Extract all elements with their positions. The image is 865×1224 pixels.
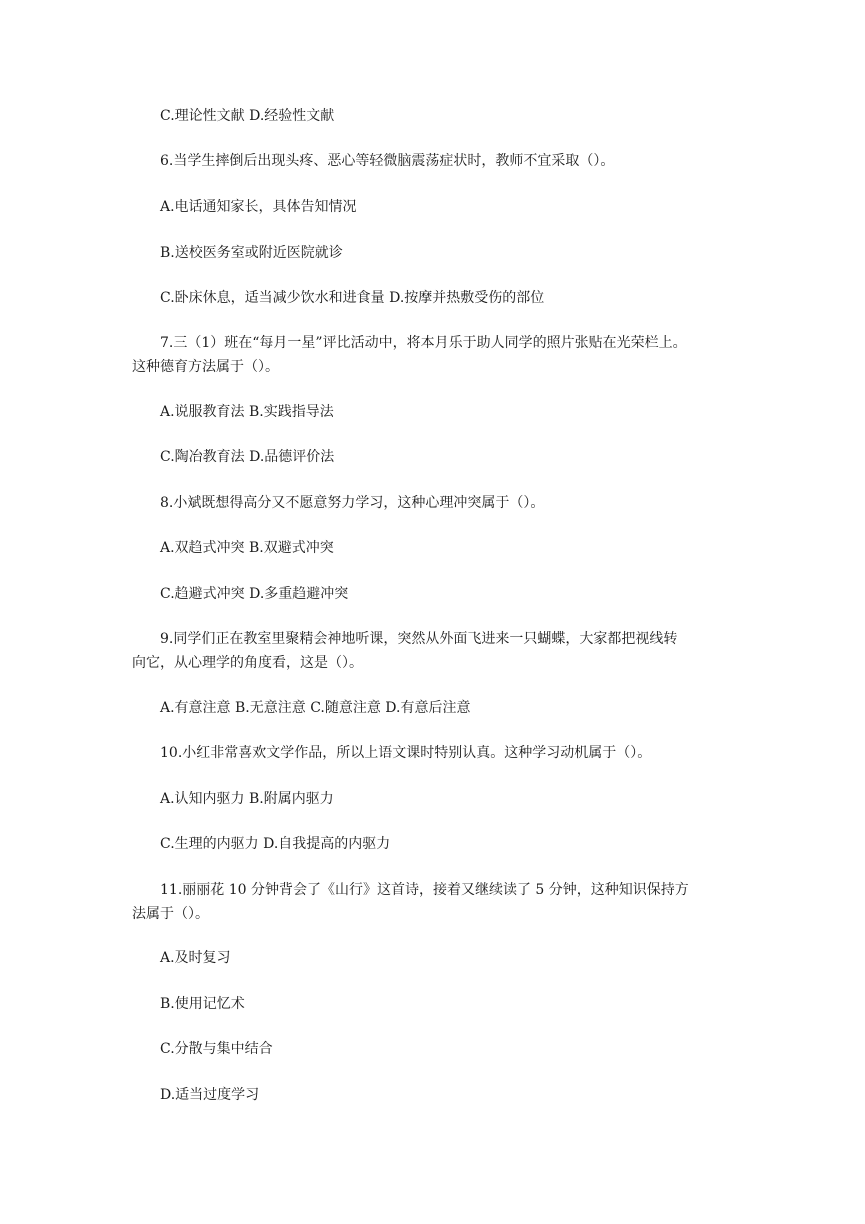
question-11-line-1: 11.丽丽花 10 分钟背会了《山行》这首诗，接着又继续读了 5 分钟，这种知识保持方 — [160, 882, 689, 898]
option-line: C.分散与集中结合 — [160, 1041, 273, 1057]
option-line: B.使用记忆术 — [160, 996, 245, 1012]
option-line: D.适当过度学习 — [160, 1087, 260, 1103]
question-10: 10.小红非常喜欢文学作品，所以上语文课时特别认真。这种学习动机属于（）。 — [160, 745, 652, 761]
question-9-line-1: 9.同学们正在教室里聚精会神地听课，突然从外面飞进来一只蝴蝶，大家都把视线转 — [160, 631, 678, 647]
option-line: A.双趋式冲突 B.双避式冲突 — [160, 540, 334, 556]
question-6: 6.当学生摔倒后出现头疼、恶心等轻微脑震荡症状时，教师不宜采取（）。 — [160, 153, 615, 169]
question-7-line-1: 7.三（1）班在“每月一星”评比活动中，将本月乐于助人同学的照片张贴在光荣栏上。 — [160, 335, 687, 351]
question-7 — [132, 331, 732, 379]
option-line: C.卧床休息，适当减少饮水和进食量 D.按摩并热敷受伤的部位 — [160, 290, 545, 306]
option-line: C.生理的内驱力 D.自我提高的内驱力 — [160, 836, 391, 852]
option-line: A.及时复习 — [160, 950, 231, 966]
option-line: C.陶冶教育法 D.品德评价法 — [160, 449, 335, 465]
question-11 — [132, 878, 732, 926]
question-11-line-2: 法属于（）。 — [132, 906, 209, 922]
question-7-line-2: 这种德育方法属于（）。 — [132, 359, 279, 375]
question-8: 8.小斌既想得高分又不愿意努力学习，这种心理冲突属于（）。 — [160, 495, 545, 511]
option-line: C.理论性文献 D.经验性文献 — [160, 108, 335, 124]
question-9-line-2: 向它，从心理学的角度看，这是（）。 — [132, 655, 363, 671]
option-line: A.有意注意 B.无意注意 C.随意注意 D.有意后注意 — [160, 700, 471, 716]
option-line: A.说服教育法 B.实践指导法 — [160, 404, 334, 420]
option-line: B.送校医务室或附近医院就诊 — [160, 245, 343, 261]
option-line: A.认知内驱力 B.附属内驱力 — [160, 791, 334, 807]
question-9 — [132, 627, 732, 675]
option-line: A.电话通知家长，具体告知情况 — [160, 199, 357, 215]
option-line: C.趋避式冲突 D.多重趋避冲突 — [160, 586, 349, 602]
